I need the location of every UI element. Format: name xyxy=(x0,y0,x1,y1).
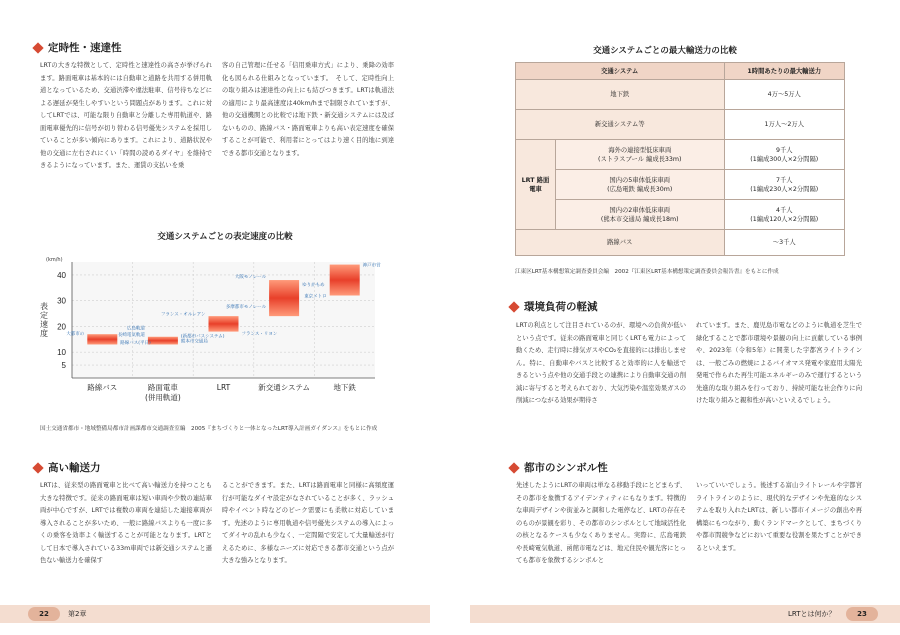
table-row: 新交通システム等 1万人～2万人 xyxy=(516,110,845,140)
y-tick-label: 10 xyxy=(57,348,66,358)
y-tick-label: 20 xyxy=(57,322,66,332)
y-tick-label: 40 xyxy=(57,270,66,280)
table-row: LRT 路面電車 海外の連接型低床車両 (ストラスブール 編成長33m) 9千人 (1編成300人×2分間隔) xyxy=(516,140,845,170)
table-row: 国内の2車体低床車両 (熊本市交通局 編成長18m) 4千人 (1編成120人×2分間隔) xyxy=(516,200,845,230)
capacity-text-col1: LRTは、従来型の路面電車と比べて高い輸送力を持つことも大きな特徴です。従来の路面電車は短い車両や少数の連結車両が中心ですが、LRTでは複数の車両を連結した連接車両が導入されることが多いため、一般に路線バスよりも一度に多くの乗客を効率よく輸送することが可能となります。LRTとして日本で導入されている33m車両では新交通システムと遜色ない輸送力を確保す xyxy=(40,482,212,564)
speed-range-bar xyxy=(209,316,239,331)
y-axis-label: 表定速度 xyxy=(39,302,49,338)
punctuality-text-col1: LRTの大きな特徴として、定時性と速達性の高さが挙げられます。路面電車は基本的には自動車と道路を共用する併用軌道となっているため、交通渋滞や違法駐車、信号待ちなどによる遅延が発生しやすいという問題点があります。これに対してLRTでは、可能な限り自動車と分離した専用軌道や、路面電車優先的に信号が切り替わる信号優先システムを採用していることが多い傾向にあります。これにより、道路状況や他の交通に左右されにくい「時間の読めるダイヤ」を維持できるようになっています。また、運賃の支払いを乗 xyxy=(40,62,212,169)
table-header-capacity: 1時間あたりの最大輸送力 xyxy=(724,63,845,80)
speed-range-bar xyxy=(87,334,117,344)
chart-annotation: フランス・オルレアン xyxy=(160,312,206,318)
symbol-text-col1: 先述したようにLRTの車両は単なる移動手段にとどまらず、その都市を象徴するアイデンティティにもなります。特徴的な車両デザインや街並みと調和した電停など、LRTの存在そのものが景観を彩り、その都市のシンボルとして地域活性化の核となるケースも少なくありません。実際に、広島電鉄や長崎電気軌道、函館市電などは、地元住民や観光客にとっても都市を象徴するシンボルと xyxy=(516,482,686,564)
right-page xyxy=(450,0,900,635)
chart-annotation: 熊本市交通局 xyxy=(180,339,208,345)
lrt-group-cell: LRT 路面電車 xyxy=(516,140,556,230)
chart-title: 交通システムごとの表定速度の比較 xyxy=(157,232,293,242)
environment-text-col2: れています。また、鹿児島市電などのように軌道を芝生で緑化することで都市環境や景観の向上に貢献している事例や、2023年（令和5年）に開業した宇都宮ライトラインは、一般ごみの燃焼によるバイオマス発電や家庭用太陽光発電で作られた再生可能エネルギーのみで運行するという先進的な取り組みを行っており、持続可能な社会作りに向けた取り組みと親和性が高いといえるでしょう。 xyxy=(696,322,862,404)
x-category-label: 路面電車 xyxy=(147,383,178,392)
table-row: 地下鉄 4万～5万人 xyxy=(516,80,845,110)
page-number: 22 xyxy=(28,607,60,621)
section-heading-punctuality: 定時性・速達性 xyxy=(34,40,122,55)
x-category-sublabel: (併用軌道) xyxy=(144,393,181,402)
x-category-label: 路線バス xyxy=(87,383,118,392)
chart-annotation: (新都市バスシステム) xyxy=(180,334,225,340)
chart-annotation: 多摩都市モノレール xyxy=(225,304,267,310)
chart-annotation: 神戸市営 xyxy=(362,263,381,269)
x-category-label: 新交通システム xyxy=(258,383,310,392)
speed-range-bar xyxy=(330,265,360,296)
capacity-table xyxy=(515,62,845,256)
chart-annotation: 路線バス(平日) xyxy=(120,340,151,346)
environment-text-col1: LRTの利点として注目されているのが、環境への負荷が低いという点です。従来の路面電車と同じくLRTも電力によって動くため、走行時に排気ガスやCO₂を直接的には排出しません。特に、自動車やバスと比較すると効率的に人を輸送できるという点や他の交通手段との連携により自動車交通の削減に寄与すると考えられており、大気汚染や温室効果ガスの削減につながる効果が期待さ xyxy=(516,322,687,404)
speed-range-bar xyxy=(148,337,178,345)
chart-caption: 国土交通省都市・地域整備局都市計画課都市交通調査室編 2005『まちづくりと一体となったLRT導入計画ガイダンス』をもとに作成 xyxy=(40,426,378,432)
chart-annotation: 東京メトロ xyxy=(304,294,327,300)
section-heading-capacity: 高い輸送力 xyxy=(34,460,101,475)
footer-bar xyxy=(0,605,430,623)
chapter-label: 第2章 xyxy=(68,610,87,618)
chart-annotation: 広島軌道 xyxy=(126,326,145,332)
speed-chart xyxy=(0,250,450,420)
table-row: 路線バス ～3千人 xyxy=(516,230,845,256)
table-header-row xyxy=(516,63,845,80)
y-tick-label: 5 xyxy=(61,361,66,371)
speed-range-bar xyxy=(269,280,299,316)
diamond-bullet-icon xyxy=(32,462,43,473)
table-header-system: 交通システム xyxy=(516,63,725,80)
table-caption: 江東区LRT基本構想策定調査委員会編 2002『江東区LRT基本構想策定調査委員会報告書』をもとに作成 xyxy=(515,269,779,275)
page-number: 23 xyxy=(846,607,878,621)
y-tick-label: 30 xyxy=(57,296,66,306)
table-row: 国内の5車体低床車両 (広島電鉄 編成長30m) 7千人 (1編成230人×2分間隔) xyxy=(516,170,845,200)
section-heading-symbol: 都市のシンボル性 xyxy=(510,460,608,475)
diamond-bullet-icon xyxy=(32,42,43,53)
chapter-label: LRTとは何か？ xyxy=(788,610,836,618)
diamond-bullet-icon xyxy=(508,301,519,312)
y-unit-label: (km/h) xyxy=(46,257,63,263)
section-heading-environment: 環境負荷の軽減 xyxy=(510,299,598,314)
x-category-label: LRT xyxy=(216,383,231,392)
table-title: 交通システムごとの最大輸送力の比較 xyxy=(593,46,737,56)
diamond-bullet-icon xyxy=(508,462,519,473)
capacity-text-col2: ることができます。また、LRTは路面電車と同様に高頻度運行が可能なダイヤ設定がなされていることが多く、ラッシュ時やイベント時などのピーク需要にも柔軟に対応しています。先述のように専用軌道や信号優先システムの導入によってダイヤの乱れも少なく、一定間隔で安定して大量輸送が行えるために、多様なニーズに対応できる都市交通という点が大きな強みとなります。 xyxy=(222,482,394,564)
chart-annotation: ゆりかもめ xyxy=(302,282,325,288)
symbol-text-col2: いっていいでしょう。後述する富山ライトレールや宇都宮ライトラインのように、現代的なデザインや先進的なシステムを取り入れたLRTは、新しい都市イメージの創出や再構築にもつながり、動くランドマークとして、まちづくりや都市間競争などにおいて重要な役割を果たすことができるといえます。 xyxy=(696,482,862,552)
chart-annotation: フランス・リヨン xyxy=(241,331,278,337)
chart-annotation: 大都市の xyxy=(66,331,85,337)
chart-annotation: 長崎電気軌道 xyxy=(117,333,145,339)
punctuality-text-col2: 客の自己管理に任せる「信用乗車方式」により、乗降の効率化も図られる仕組みとなっています。 そして、定時性向上の取り組みは速達性の向上にも結びつきます。LRTは軌道法の適用により最高速度は40km/hまで制限されていますが、他の交通機関との比較では地下鉄・新交通システムには及ばないものの、路線バス・路面電車よりも高い表定速度を確保することが可能で、利用者にとってはより速く目的地に到達できる都市交通となります。 xyxy=(222,62,394,157)
chart-annotation: 大阪モノレール xyxy=(234,275,267,281)
x-category-label: 地下鉄 xyxy=(333,383,356,392)
